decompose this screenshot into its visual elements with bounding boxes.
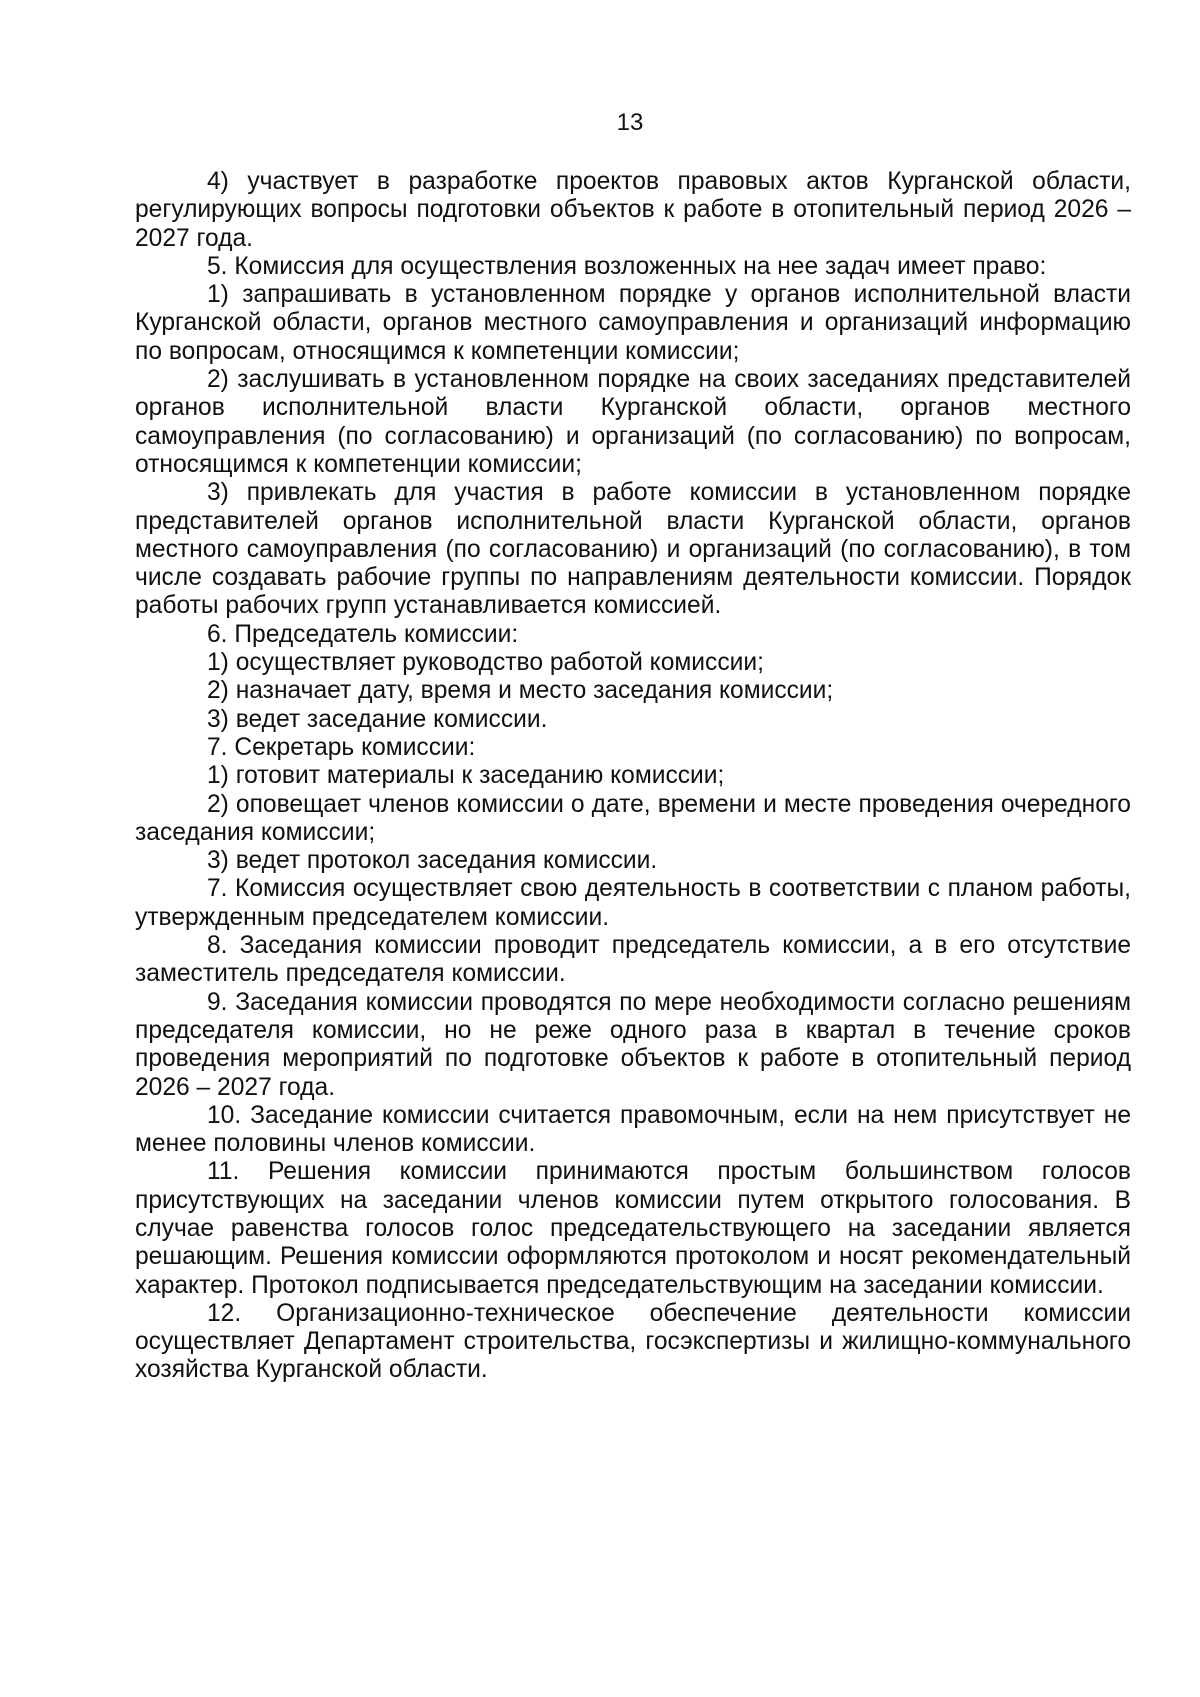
paragraph-11-decisions: 11. Решения комиссии принимаются простым большинством голосов присутствующих на заседании членов комиссии путем открытого голосования. В случае равенства голосов голос председательствующего на заседании является решающим. Решения комиссии оформляются протоколом и носят рекомендательный характер. Протокол подписывается председательствующим на заседании комиссии. xyxy=(135,1158,1131,1299)
paragraph-right-hear-representatives: 2) заслушивать в установленном порядке на своих заседаниях представителей органов исполнительной власти Курганской области, органов местного самоуправления (по согласованию) и организаций (по согласованию) по вопросам, относящимся к компетенции комиссии; xyxy=(135,366,1131,478)
paragraph-chairman-leads: 1) осуществляет руководство работой комиссии; xyxy=(207,649,764,677)
paragraph-right-involve-representatives: 3) привлекать для участия в работе комиссии в установленном порядке представителей органов исполнительной власти Курганской области, органов местного самоуправления (по согласованию) и организаций (по согласованию), в том числе создавать рабочие группы по направлениям деятельности комиссии. Порядок работы рабочих групп устанавливается комиссией. xyxy=(135,479,1131,620)
paragraph-10-quorum: 10. Заседание комиссии считается правомочным, если на нем присутствует не менее половины членов комиссии. xyxy=(135,1101,1131,1158)
paragraph-4-drafting: 4) участвует в разработке проектов правовых актов Курганской области, регулирующих вопросы подготовки объектов к работе в отопительный период 2026 – 2027 года. xyxy=(135,168,1131,252)
paragraph-right-request-info: 1) запрашивать в установленном порядке у органов исполнительной власти Курганской области, органов местного самоуправления и организаций информацию по вопросам, относящимся к компетенции комиссии; xyxy=(135,281,1131,365)
paragraph-secretary-prepares: 1) готовит материалы к заседанию комиссии; xyxy=(207,762,725,790)
paragraph-6-chairman-heading: 6. Председатель комиссии: xyxy=(207,620,519,648)
paragraph-7-secretary-heading: 7. Секретарь комиссии: xyxy=(207,733,476,761)
paragraph-secretary-notifies: 2) оповещает членов комиссии о дате, времени и месте проведения очередного заседания комиссии; xyxy=(135,790,1131,846)
paragraph-5-rights-heading: 5. Комиссия для осуществления возложенных на нее задач имеет право: xyxy=(207,252,1047,280)
paragraph-chairman-schedules: 2) назначает дату, время и место заседания комиссии; xyxy=(207,677,834,705)
paragraph-9-meeting-frequency: 9. Заседания комиссии проводятся по мере необходимости согласно решениям председателя комиссии, но не реже одного раза в квартал в течение сроков проведения мероприятий по подготовке объектов к работе в отопительный период 2026 – 2027 года. xyxy=(135,988,1131,1101)
paragraph-secretary-minutes: 3) ведет протокол заседания комиссии. xyxy=(207,847,658,875)
paragraph-7-work-plan: 7. Комиссия осуществляет свою деятельность в соответствии с планом работы, утвержденным председателем комиссии. xyxy=(135,875,1131,931)
document-body xyxy=(135,168,1131,1385)
page-number: 13 xyxy=(616,109,644,136)
paragraph-12-support: 12. Организационно-техническое обеспечение деятельности комиссии осуществляет Департамент строительства, госэкспертизы и жилищно-коммунального хозяйства Курганской области. xyxy=(135,1299,1131,1384)
paragraph-chairman-conducts: 3) ведет заседание комиссии. xyxy=(207,705,548,733)
paragraph-8-meetings-chair: 8. Заседания комиссии проводит председатель комиссии, а в его отсутствие заместитель председателя комиссии. xyxy=(135,932,1131,988)
